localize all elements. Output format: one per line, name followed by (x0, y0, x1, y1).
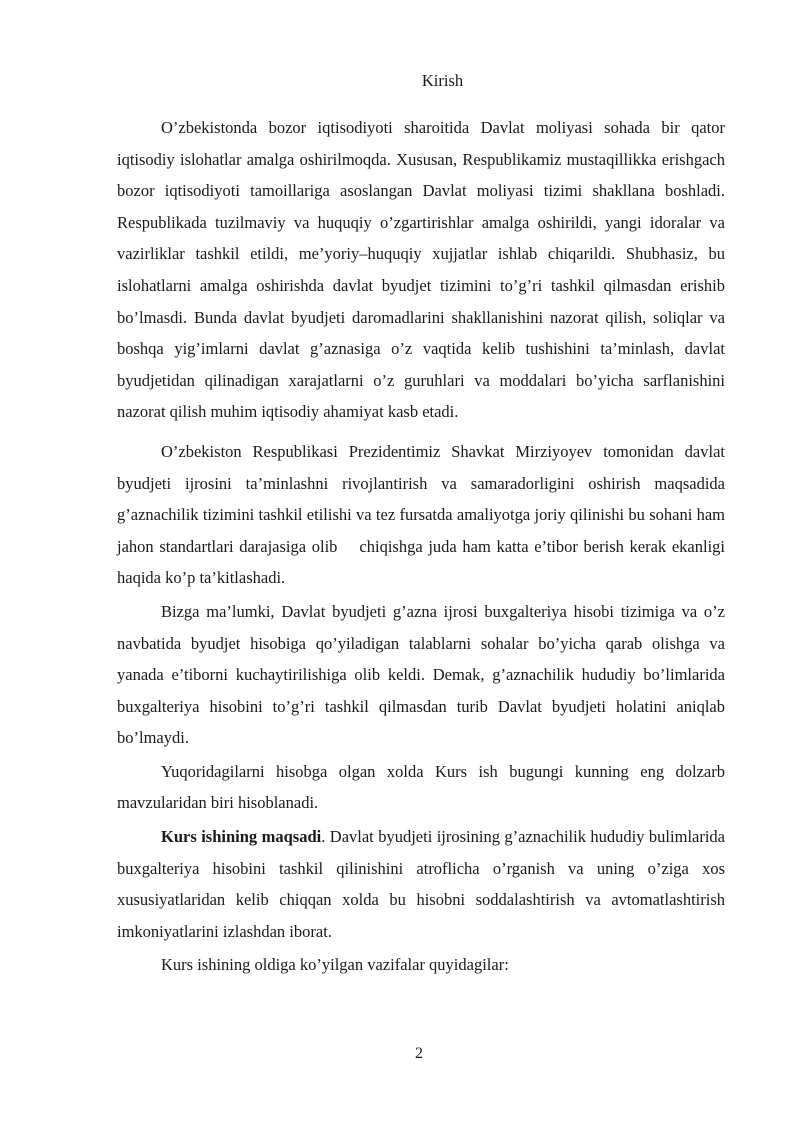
paragraph-knowledge-text: Bizga ma’lumki, Davlat byudjeti g’azna ijrosi buxgalteriya hisobi tizimiga va o’z navbatida byudjet hisobiga qo’yiladigan talablarni sohalar bo’yicha qarab olishga va yanada e’tiborni kuchaytirilishiga olib keldi. Demak, g’aznachilik hududiy bo’limlarida buxgalteriya hisobini to’g’ri tashkil qilmasdan turib Davlat byudjeti holatini aniqlab bo’lmaydi. (117, 601, 725, 748)
paragraph-tasks (117, 949, 725, 981)
paragraph-goal-text: . Davlat byudjeti ijrosining g’aznachilik hududiy bulimlarida buxgalteriya hisobini tashkil qilinishini atroflicha o’rganish va uning o’ziga xos xususiyatlaridan kelib chiqqan xolda bu hisobni soddalashtirish va avtomatlashtirish imkoniyatlarini izlashdan iborat. (117, 827, 725, 941)
paragraph-tasks-text: Kurs ishining oldiga ko’yilgan vazifalar quyidagilar: (161, 955, 509, 975)
page-title: Kirish (421, 71, 464, 90)
goal-heading: Kurs ishining maqsadi (161, 827, 322, 847)
page-number: 2 (415, 1045, 423, 1062)
paragraph-president (117, 436, 725, 594)
paragraph-president-text-a: O’zbekiston Respublikasi Prezidentimiz Shavkat Mirziyoyev tomonidan davlat byudjeti ijrosini ta’minlashni rivojlantirish va samaradorligini oshirish maqsadida g’aznachilik tizimini tashkil etilishi va tez fursatda amaliyotga joriy qilinishi bu sohani ham jahon standartlari darajasiga olib (117, 441, 725, 556)
paragraph-intro-text: O’zbekistonda bozor iqtisodiyoti sharoitida Davlat moliyasi sohada bir qator iqtisodiy islohatlar amalga oshirilmoqda. Xususan, Respublikamiz mustaqillikka erishgach bozor iqtisodiyoti tamoillariga asoslangan Davlat moliyasi tizimi shakllana boshladi. Respublikada tuzilmaviy va huquqiy o’zgartirishlar amalga oshirildi, yangi idoralar va vazirliklar tashkil etildi, me’yoriy–huquqiy xujjatlar ishlab chiqarildi. Shubhasiz, bu islohatlarni amalga oshirishda davlat byudjet tizimini to’g’ri tashkil qilmasdan erishib bo’lmasdi. Bunda davlat byudjeti daromadlarini shakllanishini nazorat qilish, soliqlar va boshqa yig’imlarni davlat g’aznasiga o’z vaqtida kelib tushishini ta’minlash, davlat byudjetidan qilinadigan xarajatlarni o’z guruhlari va moddalari bo’yicha sarflanishini nazorat qilish muhim iqtisodiy ahamiyat kasb etadi. (117, 118, 725, 422)
paragraph-relevance (117, 756, 725, 819)
paragraph-intro (117, 112, 725, 428)
paragraph-goal (117, 821, 725, 947)
paragraph-president-text-b: chiqishga juda ham katta e’tibor berish kerak ekanligi haqida ko’p ta’kitlashadi. (117, 536, 725, 588)
paragraph-knowledge (117, 596, 725, 754)
paragraph-relevance-text: Yuqoridagilarni hisobga olgan xolda Kurs ish bugungi kunning eng dolzarb mavzularidan biri hisoblanadi. (117, 761, 725, 813)
document-body (117, 112, 725, 981)
